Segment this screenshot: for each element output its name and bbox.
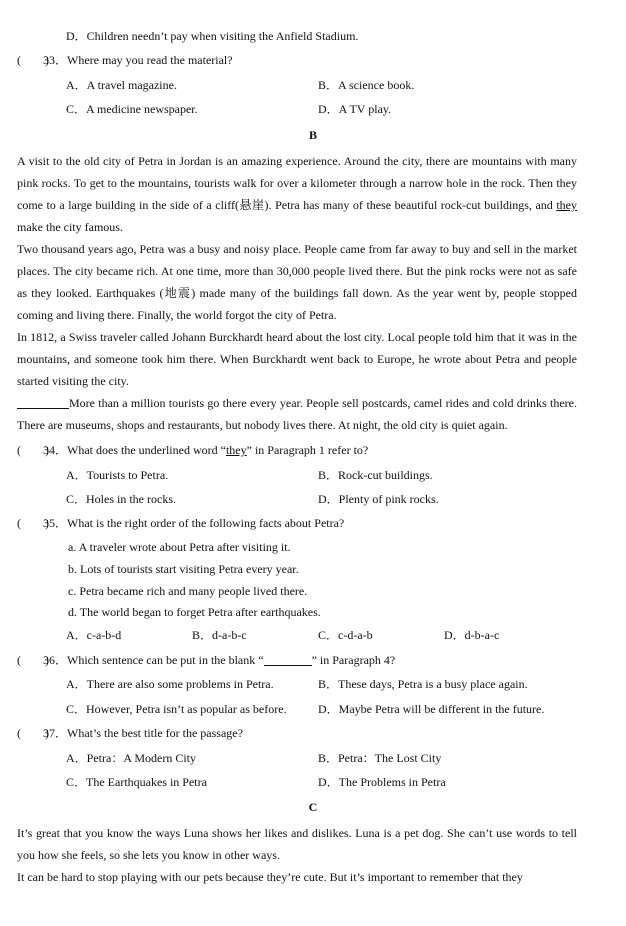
answer-paren: ( ) — [17, 53, 49, 67]
question-33 — [17, 53, 233, 68]
answer-blank — [17, 396, 69, 409]
answer-paren: ( ) — [17, 516, 49, 530]
answer-paren: ( ) — [17, 653, 49, 667]
q33-option-b: B．A science book. — [318, 78, 415, 92]
q37-option-a: A．Petra：A Modern City — [66, 751, 196, 765]
q37-option-b: B．Petra：The Lost City — [318, 751, 442, 765]
q35-option-d: D．d-b-a-c — [444, 628, 500, 642]
q35-option-c: C．c-d-a-b — [318, 628, 373, 642]
question-stem: 34．What does the underlined word “ — [43, 443, 226, 457]
q35-option-a: A．c-a-b-d — [66, 628, 122, 642]
question-stem: 36．Which sentence can be put in the blank “ — [43, 653, 264, 667]
q33-option-c: C．A medicine newspaper. — [66, 102, 198, 116]
paragraph-text: A visit to the old city of Petra in Jordan is an amazing experience. Around the city, there are mountains with many pink rocks. To get to the mountains, tourists walk for over a kilometer through a narrow hole in the rock. Then they come to a large building in the side of a cliff(悬崖). Petra has many of these beautiful rock-cut buildings, and — [17, 154, 577, 212]
passage-b-paragraph-4 — [17, 392, 577, 436]
q37-option-d: D．The Problems in Petra — [318, 775, 446, 789]
q33-option-d: D．A TV play. — [318, 102, 392, 116]
passage-c-paragraph-2: It can be hard to stop playing with our pets because they’re cute. But it’s important to remember that they — [17, 870, 523, 884]
section-heading-c: C — [308, 800, 318, 814]
q34-option-d: D．Plenty of pink rocks. — [318, 492, 439, 506]
passage-b-paragraph-1 — [17, 150, 577, 238]
paragraph-text: More than a million tourists go there every year. People sell postcards, camel rides and cold drinks there. There are museums, shops and restaurants, but nobody lives there. At night, the old city is quiet again. — [17, 396, 577, 432]
question-35 — [17, 516, 344, 531]
passage-b-paragraph-3: In 1812, a Swiss traveler called Johann Burckhardt heard about the lost city. Local people told him that it was in the mountains, and someone took him there. When Burckhardt went back to Europe, he wrote about Petra and people started visiting the city. — [17, 330, 577, 388]
answer-paren: ( ) — [17, 726, 49, 740]
question-stem: ” in Paragraph 4? — [311, 653, 396, 667]
q36-option-a: A．There are also some problems in Petra. — [66, 677, 274, 691]
q37-option-c: C．The Earthquakes in Petra — [66, 775, 207, 789]
q35-fact-a: a. A traveler wrote about Petra after visiting it. — [68, 540, 291, 554]
q35-fact-d: d. The world began to forget Petra after earthquakes. — [68, 605, 321, 619]
q36-option-c: C．However, Petra isn’t as popular as before. — [66, 702, 287, 716]
q34-option-b: B．Rock-cut buildings. — [318, 468, 433, 482]
question-34 — [17, 443, 368, 458]
question-stem: 35．What is the right order of the following facts about Petra? — [43, 516, 345, 530]
q35-option-b: B．d-a-b-c — [192, 628, 247, 642]
q32-option-d: D．Children needn’t pay when visiting the Anfield Stadium. — [66, 29, 359, 43]
answer-paren: ( ) — [17, 443, 49, 457]
q34-option-c: C．Holes in the rocks. — [66, 492, 176, 506]
passage-c-paragraph-1: It’s great that you know the ways Luna shows her likes and dislikes. Luna is a pet dog. She can’t use words to tell you how she feels, so she lets you know in other ways. — [17, 826, 577, 862]
underlined-word: they — [225, 443, 247, 457]
question-stem: ” in Paragraph 1 refer to? — [246, 443, 369, 457]
q36-option-d: D．Maybe Petra will be different in the future. — [318, 702, 545, 716]
q36-option-b: B．These days, Petra is a busy place again. — [318, 677, 528, 691]
passage-c — [17, 822, 577, 888]
question-36 — [17, 653, 395, 668]
underlined-word: they — [556, 198, 577, 212]
q35-fact-b: b. Lots of tourists start visiting Petra every year. — [68, 562, 299, 576]
question-stem: 37．What’s the best title for the passage? — [43, 726, 243, 740]
section-heading-b: B — [308, 128, 317, 142]
answer-blank — [264, 653, 312, 666]
q33-option-a: A．A travel magazine. — [66, 78, 177, 92]
paragraph-text: make the city famous. — [17, 220, 123, 234]
passage-b-paragraph-2: Two thousand years ago, Petra was a busy and noisy place. People came from far away to buy and sell in the market places. The city became rich. At one time, more than 30,000 people lived there. But the pink rocks were not as safe as they looked. Earthquakes (地震) made many of the buildings fall down. As the year went by, people stopped coming and living there. Finally, the world forgot the city of Petra. — [17, 242, 577, 322]
passage-b — [17, 150, 577, 436]
q35-fact-c: c. Petra became rich and many people lived there. — [68, 584, 308, 598]
q34-option-a: A．Tourists to Petra. — [66, 468, 169, 482]
question-37 — [17, 726, 243, 741]
question-stem: 33．Where may you read the material? — [43, 53, 233, 67]
